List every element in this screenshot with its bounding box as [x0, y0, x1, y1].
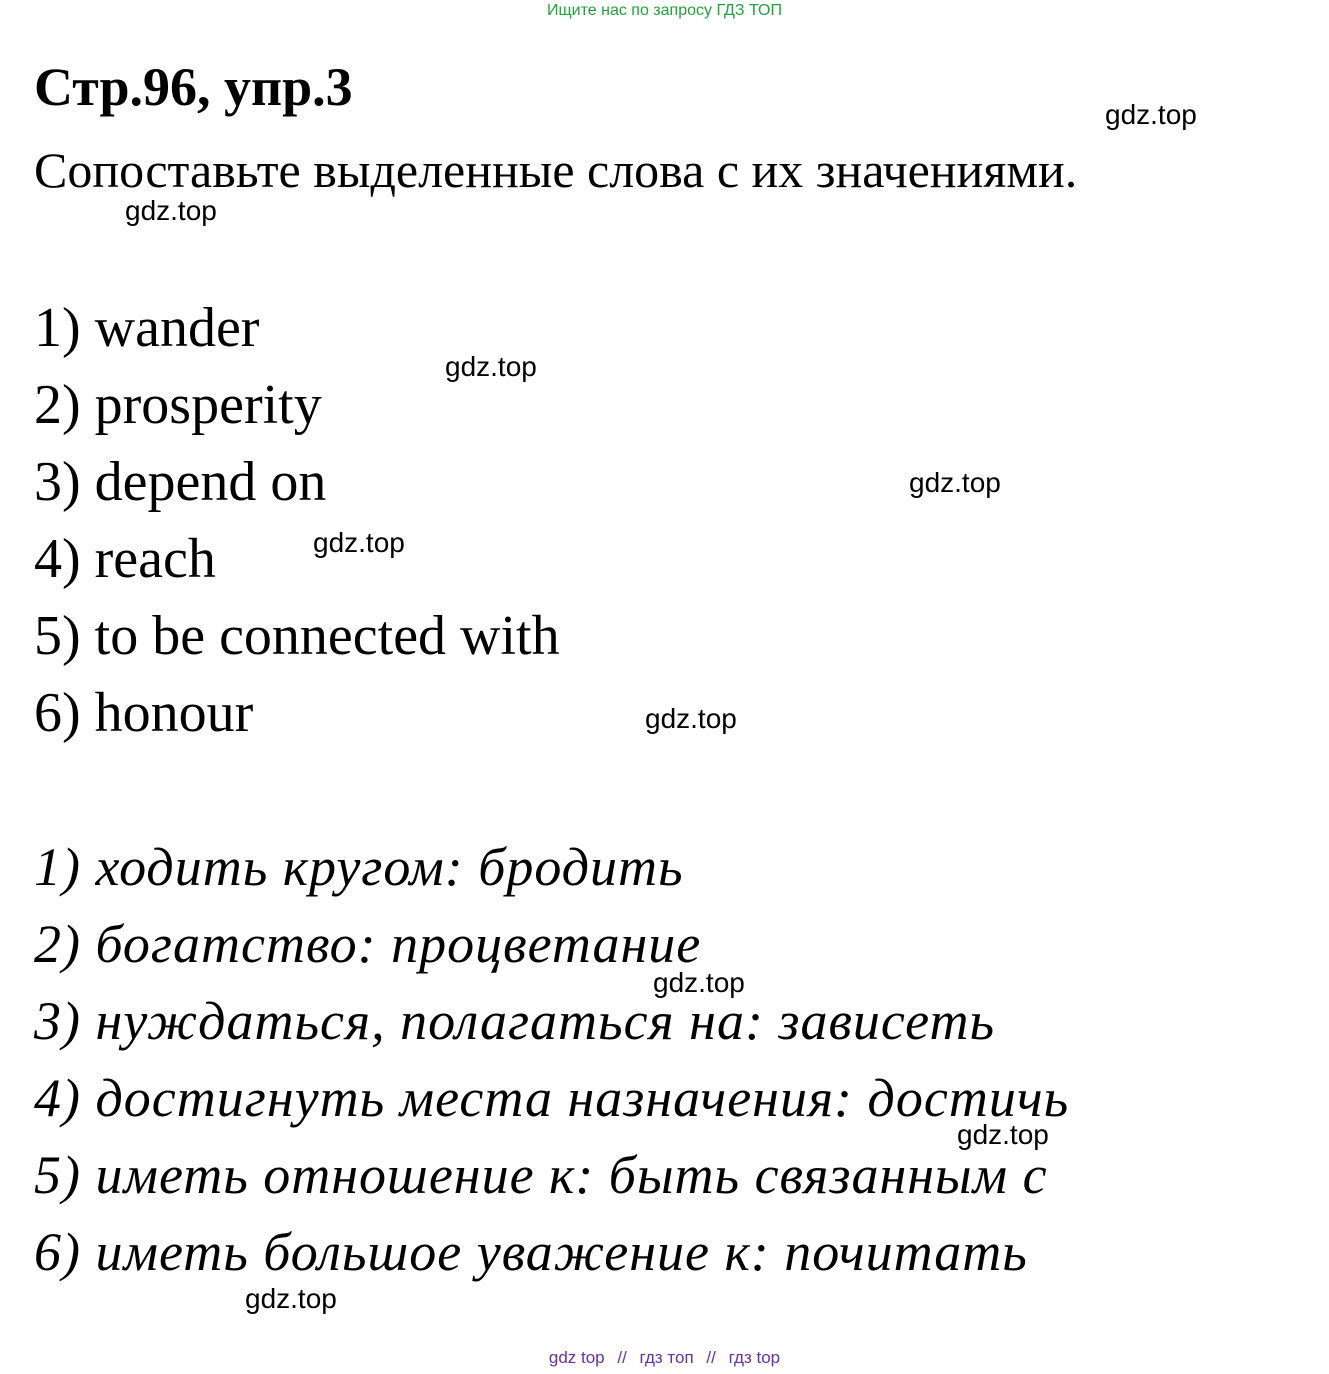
- footer-separator: //: [706, 1348, 716, 1367]
- word-item-6: 6) honour: [34, 682, 254, 744]
- word-item-5: 5) to be connected with: [34, 605, 560, 667]
- watermark: gdz.top: [957, 1119, 1049, 1150]
- watermark: gdz.top: [645, 703, 737, 734]
- word-item-1: 1) wander: [34, 297, 260, 359]
- answer-item-2: 2) богатство: процветание: [34, 914, 702, 974]
- watermark: gdz.top: [1105, 99, 1197, 130]
- exercise-instruction: Сопоставьте выделенные слова с их значениями.: [34, 142, 1078, 198]
- word-item-3: 3) depend on: [34, 451, 327, 513]
- answer-item-5: 5) иметь отношение к: быть связанным с: [34, 1145, 1048, 1205]
- footer-link-gdz-top[interactable]: gdz top: [548, 1348, 605, 1367]
- footer-separator: //: [617, 1348, 627, 1367]
- footer-link-gdz-top-ru[interactable]: гдз топ: [639, 1348, 694, 1367]
- footer-links: [0, 1348, 1329, 1368]
- watermark: gdz.top: [445, 351, 537, 382]
- watermark: gdz.top: [125, 195, 217, 226]
- footer-link-gdz-top-mixed[interactable]: гдз top: [728, 1348, 781, 1367]
- page-title: Стр.96, упр.3: [34, 57, 353, 117]
- answer-item-4: 4) достигнуть места назначения: достичь: [34, 1068, 1070, 1128]
- watermark: gdz.top: [653, 967, 745, 998]
- answer-item-1: 1) ходить кругом: бродить: [34, 837, 684, 897]
- answer-item-3: 3) нуждаться, полагаться на: зависеть: [34, 991, 996, 1051]
- answer-item-6: 6) иметь большое уважение к: почитать: [34, 1222, 1028, 1282]
- word-item-4: 4) reach: [34, 528, 216, 590]
- watermark: gdz.top: [909, 467, 1001, 498]
- watermark: gdz.top: [313, 527, 405, 558]
- watermark: gdz.top: [245, 1283, 337, 1314]
- word-item-2: 2) prosperity: [34, 374, 322, 436]
- top-banner-link[interactable]: Ищите нас по запросу ГДЗ ТОП: [547, 2, 782, 19]
